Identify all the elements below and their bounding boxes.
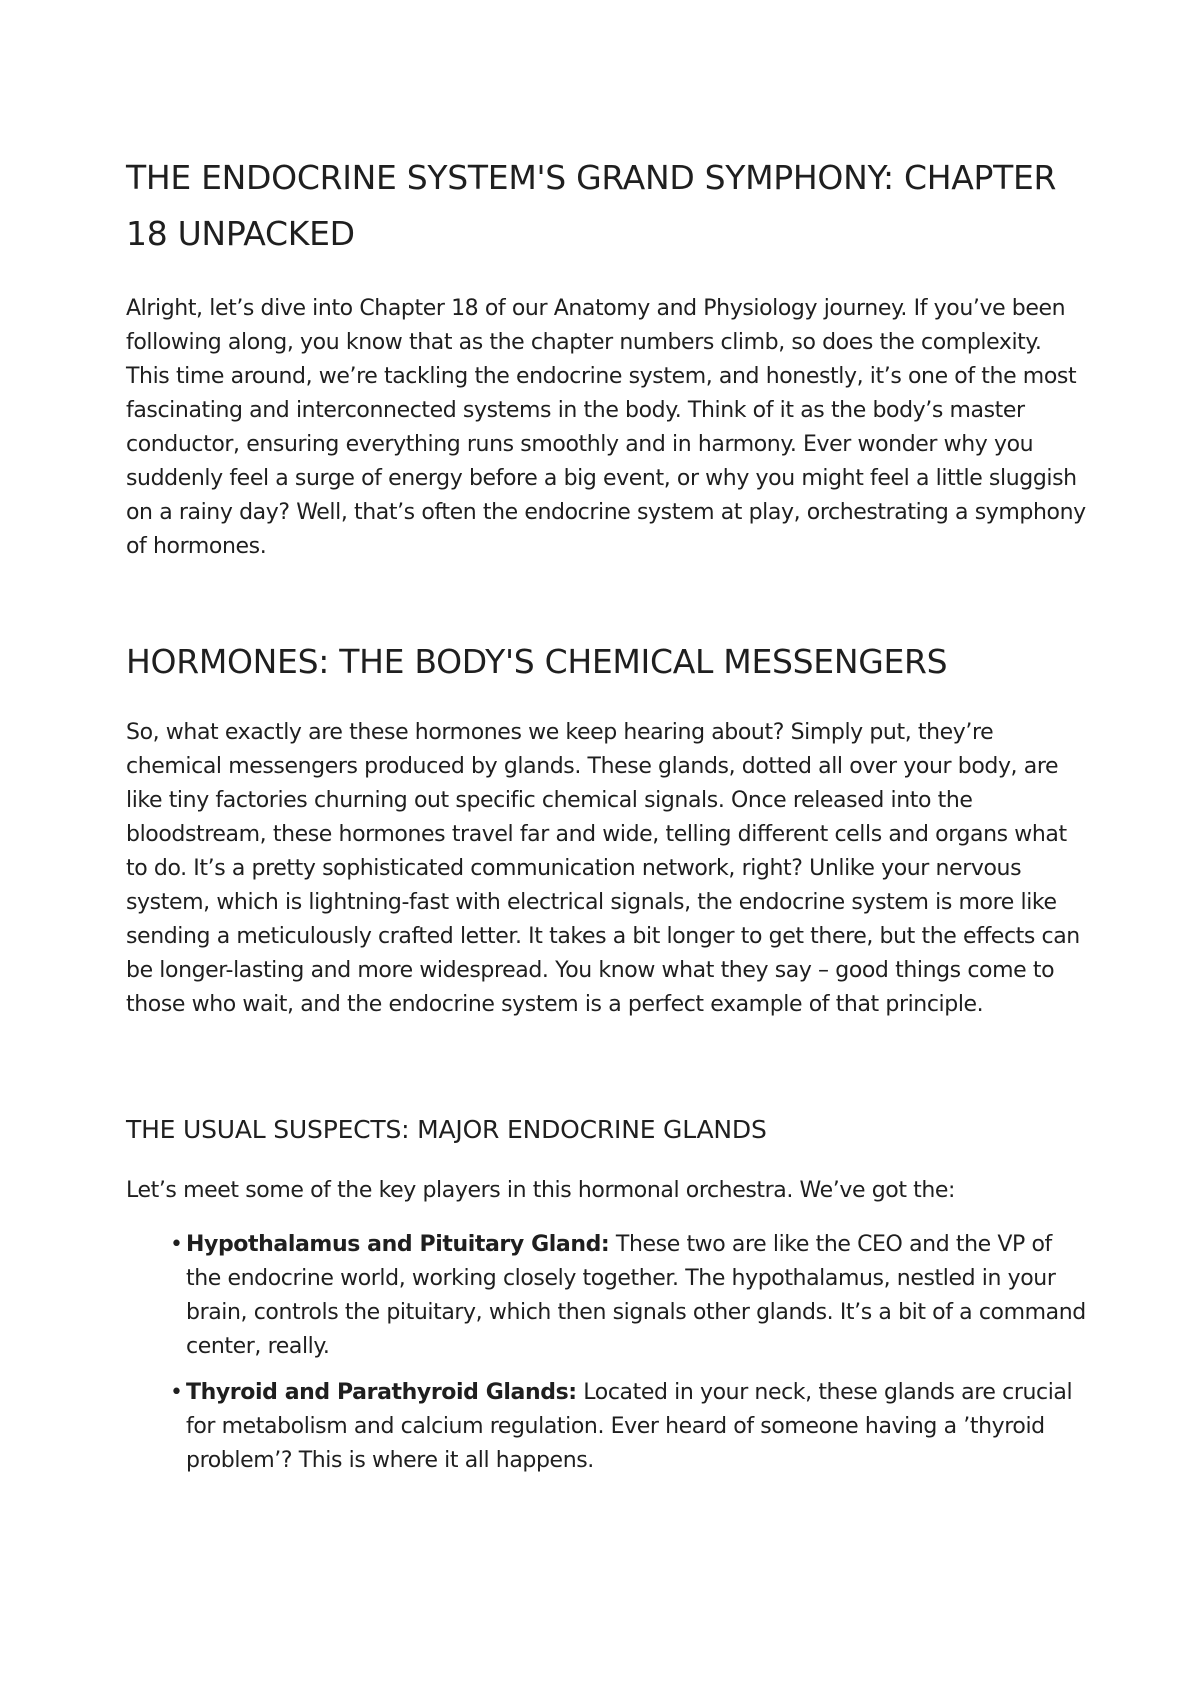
bullet-icon: • xyxy=(170,1380,183,1405)
glands-intro-paragraph: Let’s meet some of the key players in this hormonal orchestra. We’ve got the: xyxy=(126,1178,956,1203)
glands-list xyxy=(126,1228,1086,1478)
list-item-term: Thyroid and Parathyroid Glands: xyxy=(186,1380,577,1405)
list-item xyxy=(170,1228,1086,1364)
bullet-icon: • xyxy=(170,1232,183,1257)
glands-heading: THE USUAL SUSPECTS: MAJOR ENDOCRINE GLANDS xyxy=(126,1115,767,1144)
document-page xyxy=(126,150,1086,1490)
intro-paragraph: Alright, let’s dive into Chapter 18 of our Anatomy and Physiology journey. If you’ve been following along, you know that as the chapter numbers climb, so does the complexity. This time around, we’re tackling the endocrine system, and honestly, it’s one of the most fascinating and interconnected systems in the body. Think of it as the body’s master conductor, ensuring everything runs smoothly and in harmony. Ever wonder why you suddenly feel a surge of energy before a big event, or why you might feel a little sluggish on a rainy day? Well, that’s often the endocrine system at play, orchestrating a symphony of hormones. xyxy=(126,296,1086,559)
section-gap xyxy=(126,564,1086,638)
list-item-text: Located in your neck, these glands are crucial for metabolism and calcium regulation. Ever heard of someone having a ’thyroid problem’? This is where it all happens. xyxy=(186,1380,1073,1473)
list-item xyxy=(170,1376,1086,1478)
list-item-term: Hypothalamus and Pituitary Gland: xyxy=(186,1232,610,1257)
hormones-heading: HORMONES: THE BODY'S CHEMICAL MESSENGERS xyxy=(126,642,948,681)
list-item-text: These two are like the CEO and the VP of the endocrine world, working closely together. The hypothalamus, nestled in your brain, controls the pituitary, which then signals other glands. It’s a bit of a command center, really. xyxy=(186,1232,1086,1359)
section-gap xyxy=(126,1022,1086,1110)
main-heading: THE ENDOCRINE SYSTEM'S GRAND SYMPHONY: CHAPTER 18 UNPACKED xyxy=(126,158,1057,253)
hormones-paragraph: So, what exactly are these hormones we keep hearing about? Simply put, they’re chemical messengers produced by glands. These glands, dotted all over your body, are like tiny factories churning out specific chemical signals. Once released into the bloodstream, these hormones travel far and wide, telling different cells and organs what to do. It’s a pretty sophisticated communication network, right? Unlike your nervous system, which is lightning-fast with electrical signals, the endocrine system is more like sending a meticulously crafted letter. It takes a bit longer to get there, but the effects can be longer-lasting and more widespread. You know what they say – good things come to those who wait, and the endocrine system is a perfect example of that principle. xyxy=(126,720,1080,1017)
